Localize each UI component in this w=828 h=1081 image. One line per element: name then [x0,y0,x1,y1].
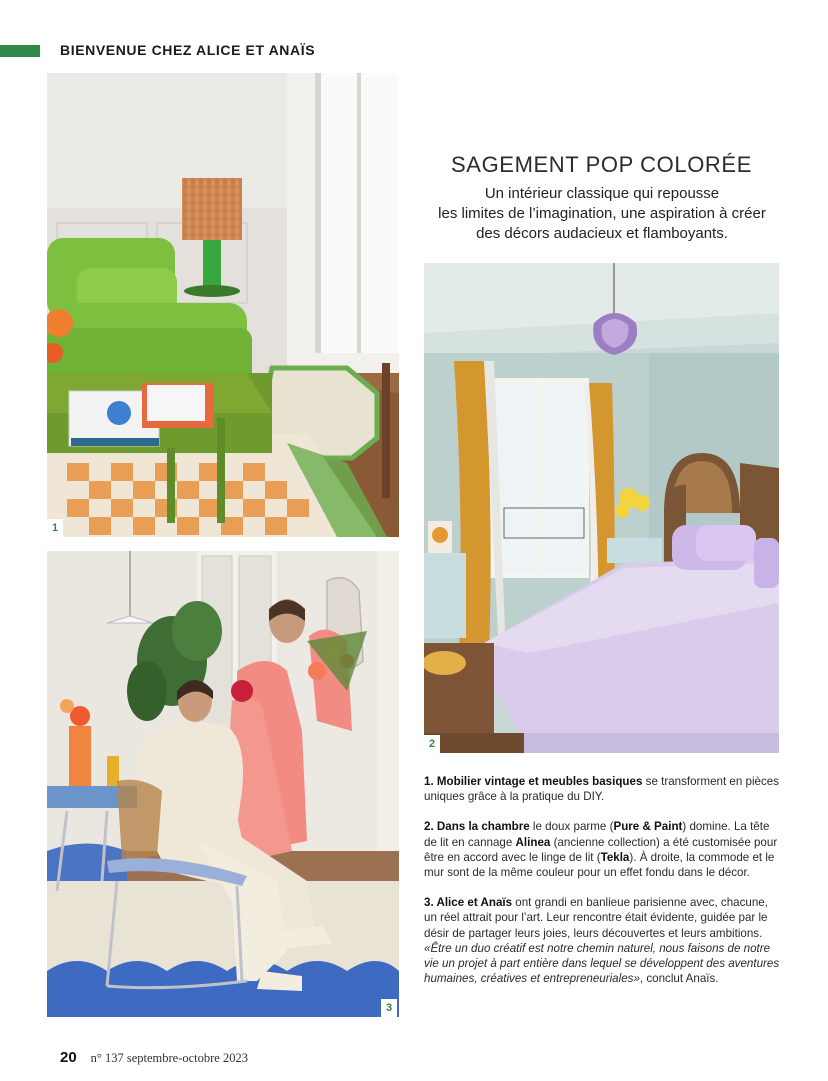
caption-3-part: ont grandi en banlieue parisienne avec, chacune, un réel attrait pour l’art. Leur rencontre était évidente, guidée par le désir de partager leurs joies, leurs découvertes et leurs ambitions. [424,896,768,940]
photo-alice-and-anais [47,551,399,1017]
caption-3-part: «Être un duo créatif est notre chemin naturel, nous faisons de notre vie un projet à part entière dans lequel se développent des aventures humaines, créatives et entrepreneuriales» [424,941,780,986]
caption-1-part: se transforment en pièces uniques grâce à la pratique du DIY. [424,775,780,804]
caption-3-part: , conclut Anaïs. [639,972,719,986]
caption-3-part: 3. Alice et Anaïs [424,896,513,910]
caption-2-part: Alinea [515,835,551,849]
article-subheading [412,184,792,244]
caption-1 [424,774,784,804]
section-title: BIENVENUE CHEZ ALICE ET ANAÏS [60,42,316,58]
page-number: 20 [60,1049,77,1066]
caption-2-part: le doux parme ( [529,820,614,834]
photo-number-3: 3 [381,999,397,1017]
captions-block [424,774,784,1001]
issue-info: n° 137 septembre-octobre 2023 [90,1051,248,1065]
photo-bedroom [424,263,779,753]
caption-2-part: 2. Dans la chambre [424,820,530,834]
caption-2-part: ). À droite, la commode et le mur sont de la même couleur pour un effet fondu dans le décor. [424,850,775,880]
caption-2-part: Pure & Paint [613,820,683,834]
subheading-line-2: les limites de l’imagination, une aspiration à créer [438,205,766,222]
photo-number-1: 1 [47,519,63,537]
article-heading: SAGEMENT POP COLORÉE [451,152,752,177]
caption-2 [424,819,784,880]
section-color-bar [0,45,40,57]
caption-1-part: 1. Mobilier vintage et meubles basiques [424,775,643,788]
caption-2-part: (ancienne collection) a été customisée pour être en accord avec le linge de lit ( [424,835,778,864]
caption-2-part: Tekla [600,850,630,864]
photo-living-room [47,73,399,537]
subheading-line-3: des décors audacieux et flamboyants. [476,225,728,242]
subheading-line-1: Un intérieur classique qui repousse [484,185,720,202]
caption-3 [424,895,784,986]
caption-2-part: ) domine. La tête de lit en cannage [424,820,770,849]
photo-number-2: 2 [424,735,440,753]
page-footer [60,1049,248,1066]
